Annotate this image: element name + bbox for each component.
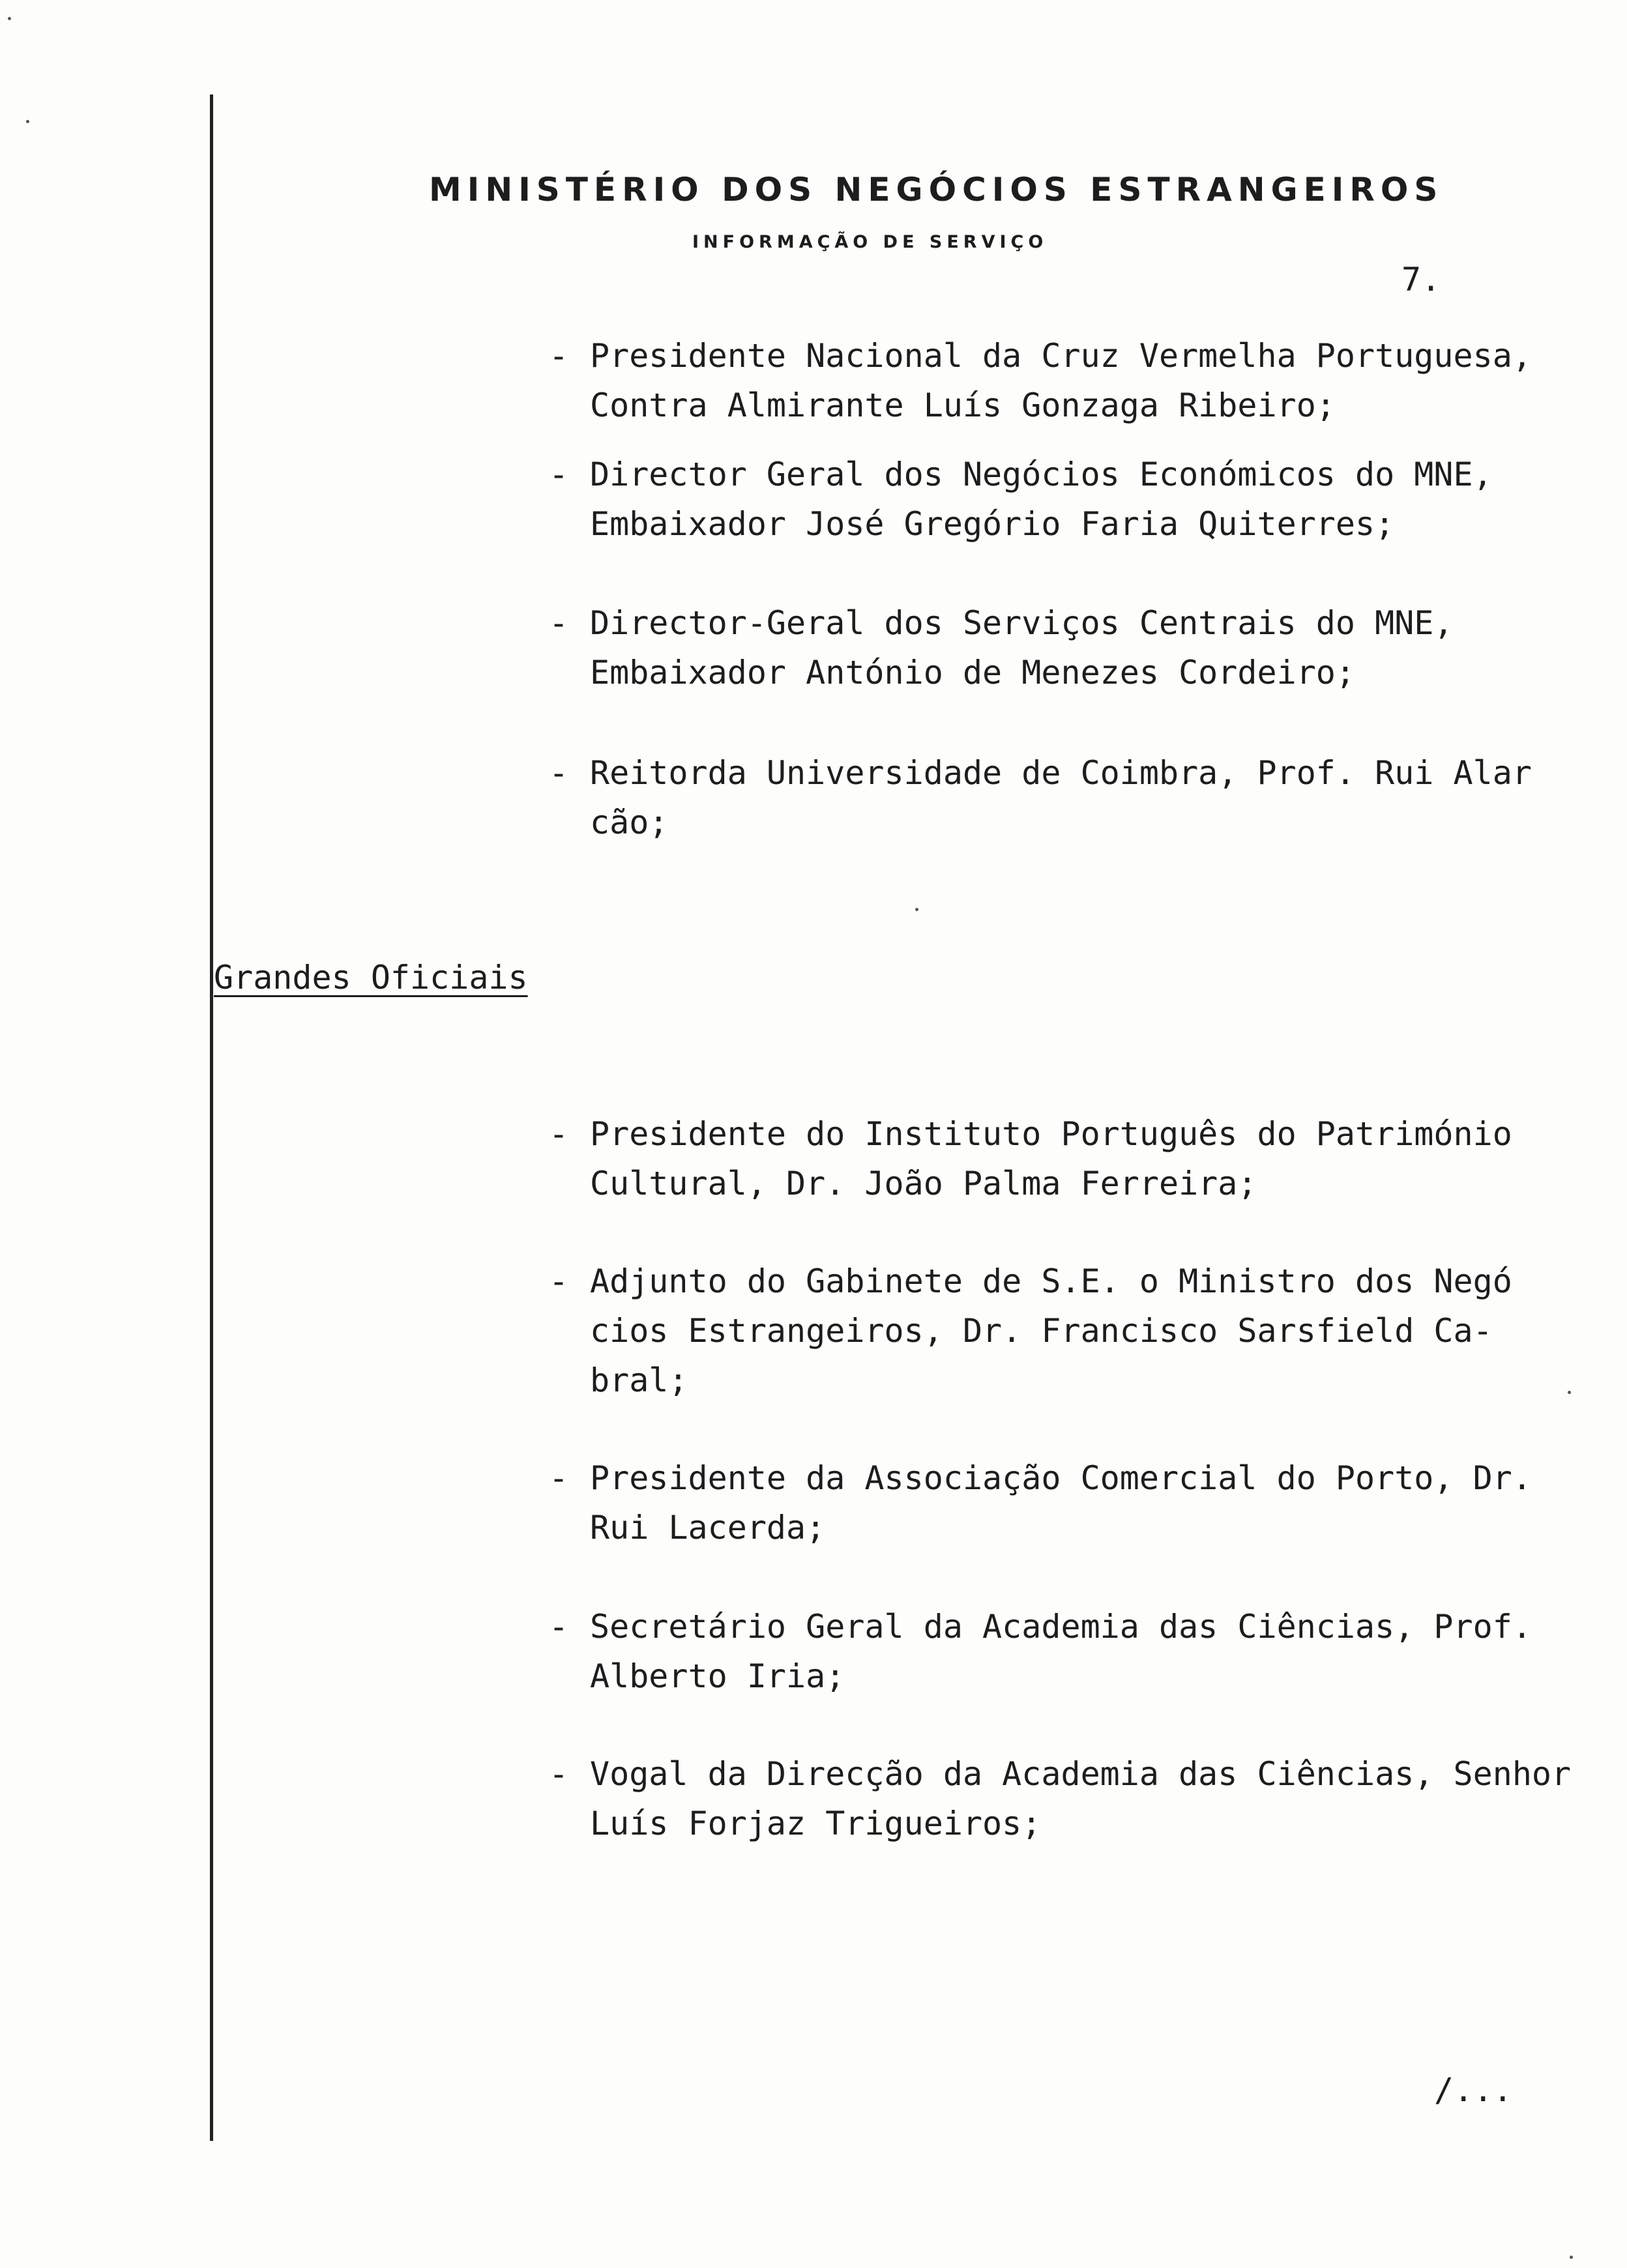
list-dash: -	[549, 1115, 569, 1153]
list-dash: -	[549, 1608, 569, 1646]
list-dash: -	[549, 456, 569, 493]
entry-line: Director Geral dos Negócios Económicos do MNE,	[590, 456, 1493, 493]
entry-line: Contra Almirante Luís Gonzaga Ribeiro;	[590, 386, 1336, 424]
list-item	[549, 331, 1532, 430]
entry-line: bral;	[590, 1361, 688, 1399]
entry-line: Reitorda Universidade de Coimbra, Prof. Rui Alar	[590, 754, 1532, 792]
entry-line: Luís Forjaz Trigueiros;	[590, 1805, 1042, 1842]
section-heading: Grandes Oficiais	[214, 959, 528, 996]
list-dash: -	[549, 754, 569, 792]
entry-line: Secretário Geral da Academia das Ciências, Prof.	[590, 1608, 1532, 1646]
scan-speck	[8, 17, 11, 20]
list-dash: -	[549, 337, 569, 375]
entry-line: Presidente Nacional da Cruz Vermelha Portuguesa,	[590, 337, 1532, 375]
entry-line: cão;	[590, 804, 669, 841]
entry-line: Rui Lacerda;	[590, 1509, 826, 1547]
list-dash: -	[549, 604, 569, 642]
list-item	[549, 598, 1454, 697]
entry-line: cios Estrangeiros, Dr. Francisco Sarsfield Ca-	[590, 1312, 1493, 1350]
margin-rule	[210, 94, 213, 2141]
scan-speck	[26, 120, 29, 123]
list-item	[549, 1602, 1532, 1701]
list-dash: -	[549, 1262, 569, 1300]
entry-line: Embaixador José Gregório Faria Quiterres;	[590, 505, 1395, 543]
list-item	[549, 748, 1532, 847]
entry-line: Adjunto do Gabinete de S.E. o Ministro dos Negó	[590, 1262, 1512, 1300]
entry-line: Presidente da Associação Comercial do Porto, Dr.	[590, 1459, 1532, 1497]
entry-line: Embaixador António de Menezes Cordeiro;	[590, 654, 1355, 691]
page-number: 7.	[1401, 261, 1441, 298]
list-item	[549, 1749, 1571, 1848]
entry-line: Vogal da Direcção da Academia das Ciências, Senhor	[590, 1755, 1572, 1793]
entry-line: Presidente do Instituto Português do Património	[590, 1115, 1512, 1153]
continuation-mark: /...	[1434, 2071, 1513, 2109]
service-info-subtitle: INFORMAÇÃO DE SERVIÇO	[692, 232, 1048, 252]
entry-line: Director-Geral dos Serviços Centrais do MNE,	[590, 604, 1454, 642]
list-item	[549, 450, 1493, 549]
list-item	[549, 1257, 1512, 1405]
entry-line: Cultural, Dr. João Palma Ferreira;	[590, 1165, 1257, 1202]
scan-speck	[915, 908, 918, 911]
scan-speck	[1568, 1391, 1571, 1394]
list-dash: -	[549, 1459, 569, 1497]
list-dash: -	[549, 1755, 569, 1793]
list-item	[549, 1109, 1512, 1208]
ministry-title: MINISTÉRIO DOS NEGÓCIOS ESTRANGEIROS	[429, 171, 1444, 209]
list-item	[549, 1453, 1532, 1552]
entry-line: Alberto Iria;	[590, 1657, 845, 1695]
scan-speck	[1570, 2256, 1573, 2259]
